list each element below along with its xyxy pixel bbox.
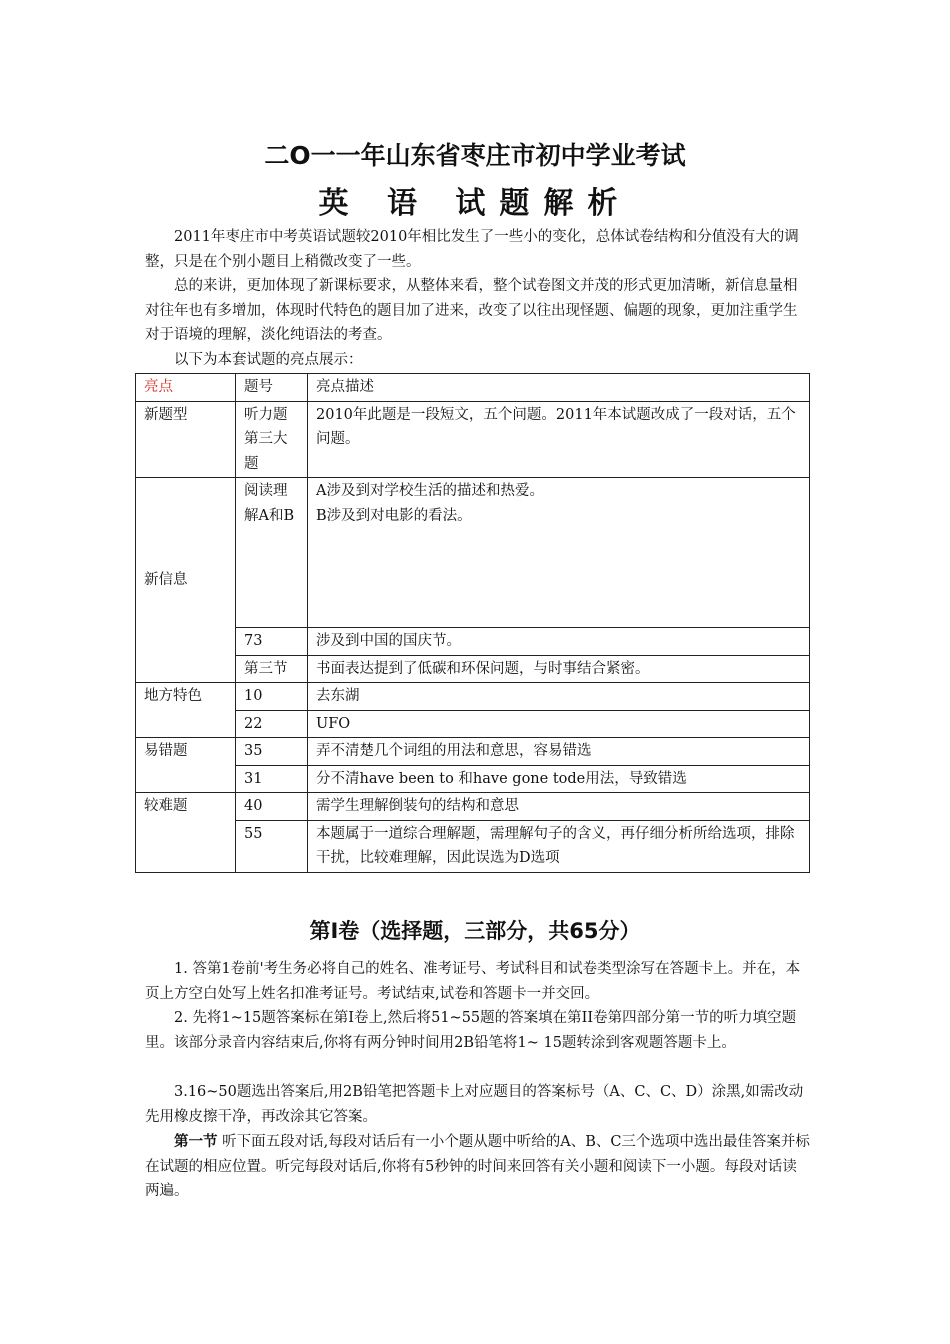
row-category: 易错题	[136, 738, 236, 793]
row-number: 22	[236, 710, 308, 738]
table-row	[136, 628, 810, 656]
description-a: A涉及到对学校生活的描述和热爱。	[316, 483, 544, 499]
row-description: 需学生理解倒装句的结构和意思	[308, 793, 810, 821]
row-number: 第三节	[236, 655, 308, 683]
note-3: 3.16~50题选出答案后,用2B铅笔把答题卡上对应题目的答案标号（A、C、C、D）涂黑,如需改动先用橡皮擦干净，再改涂其它答案。	[145, 1084, 804, 1125]
header-number: 题号	[236, 374, 308, 402]
row-category: 较难题	[136, 793, 236, 873]
row-category: 新题型	[136, 401, 236, 478]
table-row	[136, 655, 810, 683]
row-description: 去东湖	[308, 683, 810, 711]
header-description: 亮点描述	[308, 374, 810, 402]
document-subtitle: 英 语 试题解析	[318, 186, 632, 221]
row-number: 31	[236, 765, 308, 793]
row-number: 35	[236, 738, 308, 766]
row-description: 2010年此题是一段短文，五个问题。2011年本试题改成了一段对话，五个问题。	[308, 401, 810, 478]
table-row	[136, 710, 810, 738]
table-row	[136, 401, 810, 478]
document-title: 二O一一年山东省枣庄市初中学业考试	[264, 141, 686, 170]
part-one-instructions	[145, 1130, 810, 1204]
table-row	[136, 820, 810, 872]
row-description: UFO	[308, 710, 810, 738]
row-number: 听力题第三大题	[236, 401, 308, 478]
row-category: 地方特色	[136, 683, 236, 738]
highlights-table	[135, 373, 810, 873]
row-description: 弄不清楚几个词组的用法和意思，容易错选	[308, 738, 810, 766]
note-1: 1. 答第1卷前'考生务必将自己的姓名、准考证号、考试科目和试卷类型涂写在答题卡上。并在，本页上方空白处写上姓名扣准考证号。考试结束,试卷和答题卡一并交回。	[145, 961, 801, 1002]
table-row	[136, 765, 810, 793]
part-one-label: 第一节	[174, 1133, 218, 1150]
row-description: 书面表达提到了低碳和环保问题，与时事结合紧密。	[308, 655, 810, 683]
table-row	[136, 793, 810, 821]
table-row	[136, 478, 810, 628]
row-number: 10	[236, 683, 308, 711]
row-description: 本题属于一道综合理解题，需理解句子的含义，再仔细分析所给选项，排除干扰，比较难理解，因此误选为D选项	[308, 820, 810, 872]
row-number: 阅读理解A和B	[236, 478, 308, 628]
section-title: 第Ⅰ卷（选择题，三部分，共65分）	[309, 919, 641, 943]
table-row	[136, 683, 810, 711]
row-description	[308, 478, 810, 628]
table-header-row	[136, 374, 810, 402]
header-highlight: 亮点	[136, 374, 236, 402]
row-category: 新信息	[136, 478, 236, 683]
intro-paragraph-3: 以下为本套试题的亮点展示：	[174, 352, 363, 368]
intro-paragraph-1: 2011年枣庄市中考英语试题较2010年相比发生了一些小的变化，总体试卷结构和分值没有大的调整，只是在个别小题目上稍微改变了一些。	[145, 229, 799, 270]
row-description: 涉及到中国的国庆节。	[308, 628, 810, 656]
row-description: 分不清have been to 和have gone tode用法，导致错选	[308, 765, 810, 793]
intro-paragraph-2: 总的来讲，更加体现了新课标要求，从整体来看，整个试卷图文并茂的形式更加清晰，新信息量相对往年也有多增加，体现时代特色的题目加了进来，改变了以往出现怪题、偏题的现象，更加注重学生对于语境的理解，淡化纯语法的考查。	[145, 278, 798, 343]
note-2: 2. 先将1~15题答案标在第I卷上,然后将51~55题的答案填在第II卷第四部分第一节的听力填空题里。该部分录音内容结束后,你将有两分钟时间用2B铅笔将1~ 15题转涂到客观题答题卡上。	[145, 1010, 797, 1051]
row-number: 40	[236, 793, 308, 821]
description-b: B涉及到对电影的看法。	[316, 507, 472, 524]
part-one-text: 听下面五段对话,每段对话后有一小个题从题中听给的A、B、C三个选项中选出最佳答案并标在试题的相应位置。听完每段对话后,你将有5秒钟的时间来回答有关小题和阅读下一小题。每段对话读两遍。	[145, 1134, 810, 1199]
row-number: 55	[236, 820, 308, 872]
row-number: 73	[236, 628, 308, 656]
table-row	[136, 738, 810, 766]
